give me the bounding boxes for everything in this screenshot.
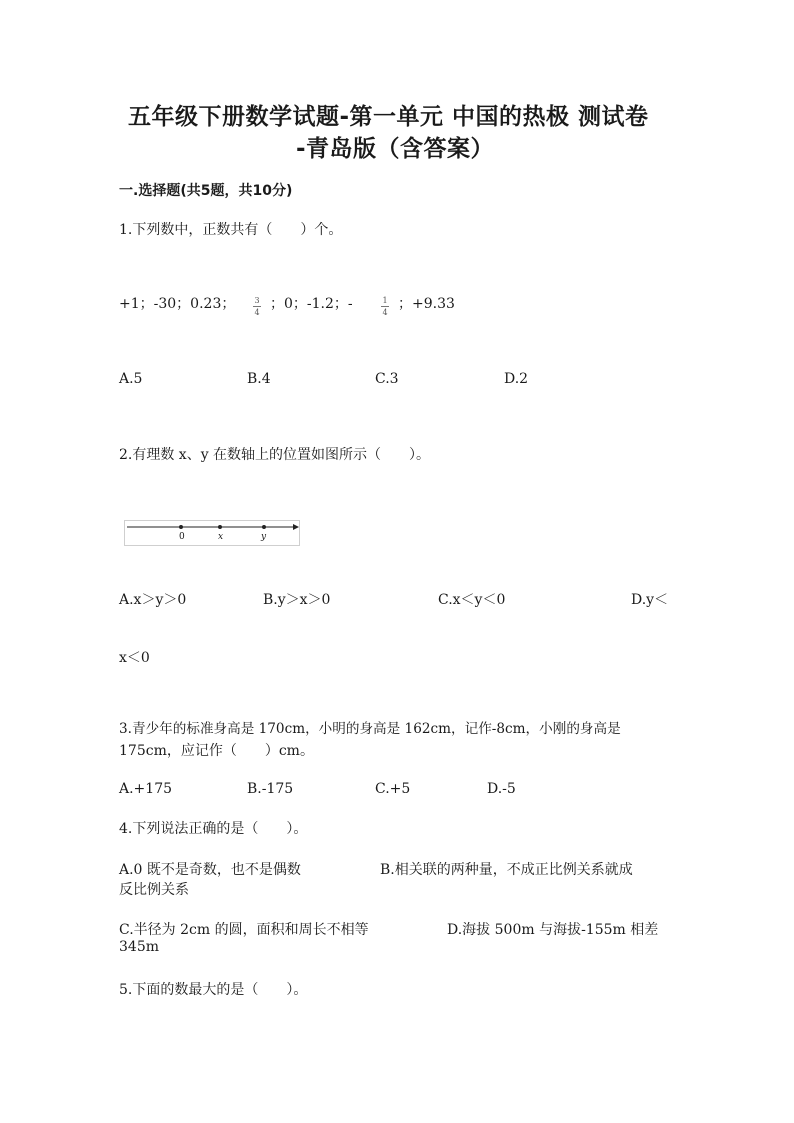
- fraction-numerator: 3: [254, 296, 260, 305]
- q2-option-d-continued: x＜0: [119, 650, 150, 666]
- axis-label-x: x: [218, 532, 224, 542]
- q4-option-c[interactable]: C.半径为 2cm 的圆，面积和周长不相等: [119, 922, 369, 938]
- question-4-text: 4.下列说法正确的是（ ）。: [119, 821, 308, 837]
- q4-option-b[interactable]: B.相关联的两种量，不成正比例关系就成: [380, 862, 633, 878]
- numbers-part-3: ；+9.33: [398, 296, 455, 312]
- doc-title-line2: -青岛版（含答案）: [296, 136, 495, 162]
- point-y: [262, 525, 266, 529]
- fraction-numerator: 1: [382, 296, 388, 305]
- q1-option-a[interactable]: A.5: [119, 371, 143, 387]
- section-heading: 一.选择题(共5题，共10分): [119, 183, 293, 199]
- q3-option-d[interactable]: D.-5: [487, 781, 516, 797]
- question-5-text: 5.下面的数最大的是（ ）。: [119, 982, 308, 998]
- number-line-figure: [124, 520, 300, 546]
- fraction-denominator: 4: [254, 308, 260, 317]
- question-3-line2: 175cm，应记作（ ）cm。: [119, 743, 314, 759]
- question-1-text: 1.下列数中，正数共有（ ）个。: [119, 222, 343, 238]
- q2-option-c[interactable]: C.x＜y＜0: [438, 592, 506, 608]
- q3-option-a[interactable]: A.+175: [119, 781, 173, 797]
- fraction-one-quarter: [380, 296, 390, 317]
- q2-option-b[interactable]: B.y＞x＞0: [263, 592, 331, 608]
- q2-option-a[interactable]: A.x＞y＞0: [119, 592, 187, 608]
- numbers-part-1: +1；-30；0.23；: [119, 296, 236, 312]
- axis-label-y: y: [261, 532, 267, 542]
- q4-option-d-continued: 345m: [119, 939, 159, 955]
- axis-label-zero: 0: [179, 532, 185, 542]
- q2-option-d[interactable]: D.y＜: [631, 592, 669, 608]
- numbers-part-2: ；0；-1.2；-: [270, 296, 353, 312]
- q4-option-b-continued: 反比例关系: [119, 882, 189, 898]
- question-2-text: 2.有理数 x、y 在数轴上的位置如图所示（ ）。: [119, 447, 431, 463]
- point-zero: [179, 525, 183, 529]
- q1-option-d[interactable]: D.2: [504, 371, 529, 387]
- q1-option-b[interactable]: B.4: [247, 371, 271, 387]
- question-3-line1: 3.青少年的标准身高是 170cm，小明的身高是 162cm，记作-8cm，小刚的身高是: [119, 721, 621, 737]
- q3-option-b[interactable]: B.-175: [247, 781, 294, 797]
- q4-option-a[interactable]: A.0 既不是奇数，也不是偶数: [119, 862, 301, 878]
- fraction-three-quarters: [252, 296, 262, 317]
- q3-option-c[interactable]: C.+5: [375, 781, 411, 797]
- number-line-svg: [125, 521, 299, 545]
- q4-option-d[interactable]: D.海拔 500m 与海拔-155m 相差: [447, 922, 659, 938]
- doc-title-line1: 五年级下册数学试题-第一单元 中国的热极 测试卷: [128, 104, 649, 130]
- q1-option-c[interactable]: C.3: [375, 371, 399, 387]
- point-x: [218, 525, 222, 529]
- fraction-denominator: 4: [382, 308, 388, 317]
